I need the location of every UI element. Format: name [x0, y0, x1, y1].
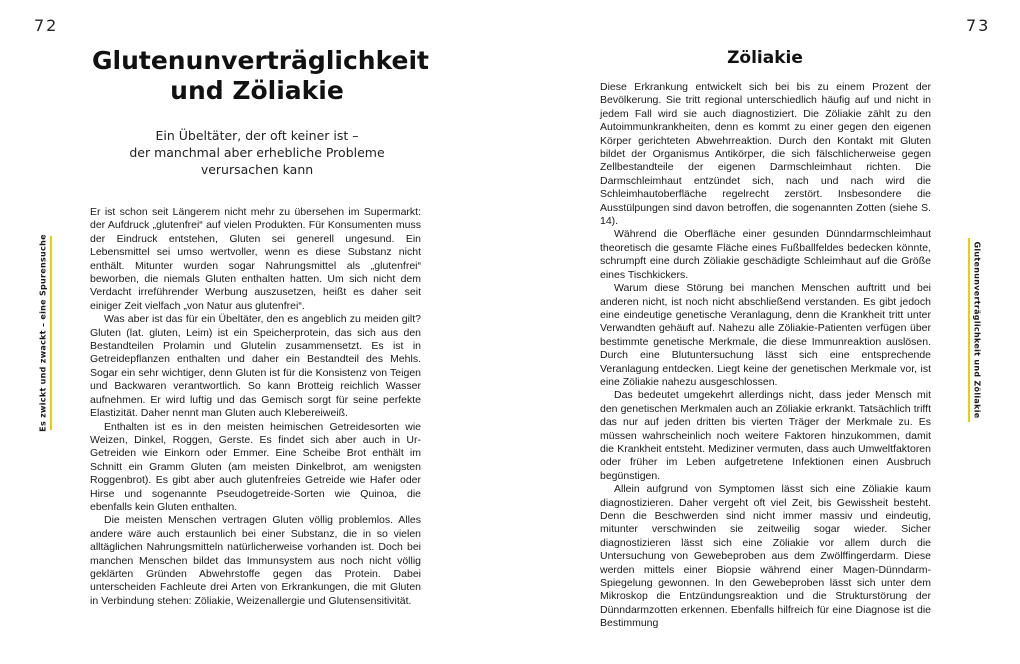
article-body-column [90, 206, 421, 608]
page-number-left: 72 [34, 16, 59, 35]
side-tab-right [968, 238, 984, 422]
section-title: Zöliakie [727, 48, 803, 68]
article-title [92, 46, 429, 106]
page-number-right: 73 [966, 16, 991, 35]
body-paragraph: Allein aufgrund von Symptomen lässt sich eine Zöliakie kaum diagnostizieren. Daher vergeht oft viel Zeit, bis Gewissheit besteht. Denn die Beschwerden sind nicht immer massiv und eindeutig, mitunter verschwinden sie zeitweilig sogar wieder. Sicher diagnostizieren lässt sich eine Zöliakie vor allem durch die Untersuchung von Gewebeproben aus dem Zwölffingerdarm. Diese werden mittels einer Biopsie während einer Magen-Dünndarm-Spiegelung gewonnen. In den Gewebeproben lässt sich unter dem Mikroskop die Entzündungsreaktion und die Strukturstörung der Dünndarmzotten erkennen. Ebenfalls hilfreich für eine Diagnose ist die Bestimmung [600, 483, 931, 630]
article-title-line-1: Glutenunverträglichkeit [92, 46, 429, 75]
body-paragraph: Die meisten Menschen vertragen Gluten völlig problemlos. Alles andere wäre auch erstaunlich bei einer Substanz, die in so vielen alltäglichen Nahrungsmitteln natürlicherweise vorhanden ist. Doch bei manchen Menschen bildet das Immunsystem aus noch nicht völlig geklärten Gründen Abwehrstoffe gegen das Protein. Dabei unterscheiden Fachleute drei Arten von Erkrankungen, die mit Gluten in Verbindung stehen: Zöliakie, Weizenallergie und Glutensensitivität. [90, 514, 421, 607]
body-paragraph: Er ist schon seit Längerem nicht mehr zu übersehen im Supermarkt: der Aufdruck „glutenfrei“ auf vielen Produkten. Für Konsumenten muss der Eindruck entstehen, Gluten sei generell ungesund. Ein Lebensmittel sei umso wertvoller, wenn es diese Substanz nicht enthält. Mitunter wurden sogar Nahrungsmittel als „glutenfrei“ beworben, die niemals Gluten enthalten hatten. Um sich nicht dem Verdacht irreführender Werbung auszusetzen, heißt es daher seit einiger Zeit vielfach „von Natur aus glutenfrei“. [90, 206, 421, 312]
side-tab-right-text: Glutenunverträglichkeit und Zöliakie [972, 241, 982, 419]
side-tab-left-text: Es zwickt und zwackt – eine Spurensuche [38, 234, 48, 432]
body-paragraph: Warum diese Störung bei manchen Menschen auftritt und bei anderen nicht, ist noch nicht abschließend verstanden. Es gibt jedoch eine eindeutige genetische Veranlagung, denn die Krankheit tritt unter Verwandten gehäuft auf. Nahezu alle Zöliakie-Patienten verfügen über bestimmte genetische Merkmale, die diese Immunreaktion auslösen. Durch eine Blutuntersuchung lässt sich eine entsprechende Veranlagung entdecken. Liegt keine der genetischen Merkmale vor, ist eine Zöliakie nahezu ausgeschlossen. [600, 282, 931, 388]
body-paragraph: Das bedeutet umgekehrt allerdings nicht, dass jeder Mensch mit den genetischen Merkmalen auch an Zöliakie erkrankt. Tatsächlich trifft das nur auf jeden dritten bis vierten Träger der Merkmale zu. Es müssen wahrscheinlich noch weitere Faktoren hinzukommen, damit die Krankheit entsteht. Mediziner vermuten, dass auch Umweltfaktoren oder früher im Leben aufgetretene Infektionen einen Ausbruch begünstigen. [600, 389, 931, 482]
article-subtitle-line-1: Ein Übeltäter, der oft keiner ist – [155, 128, 359, 143]
article-subtitle-line-2: der manchmal aber erhebliche Probleme [129, 145, 385, 160]
article-title-line-2: und Zöliakie [170, 76, 344, 105]
article-subtitle [92, 127, 422, 178]
side-tab-left [36, 236, 52, 430]
body-paragraph: Enthalten ist es in den meisten heimischen Getreidesorten wie Weizen, Dinkel, Roggen, Gerste. Es findet sich aber auch in Ur-Getreiden wie Einkorn oder Emmer. Eine Scheibe Brot enthält im Schnitt ein Gramm Gluten (am meisten Dinkelbrot, am wenigsten Roggenbrot). Es gibt aber auch glutenfreies Getreide wie Hafer oder Hirse und sogenannte Pseudogetreide-Sorten wie Quinoa, die ebenfalls kein Gluten enthalten. [90, 420, 421, 513]
body-paragraph: Diese Erkrankung entwickelt sich bei bis zu einem Prozent der Bevölkerung. Sie tritt regional unterschiedlich häufig auf und nicht in jedem Fall wird sie auch diagnostiziert. Die Zöliakie zählt zu den Autoimmunkrankheiten, denn es kommt zu einer gegen den eigenen Körper gerichteten Abwehrreaktion. Durch den Kontakt mit Gluten bildet der Organismus Antikörper, die sich fälschlicherweise gegen Zellbestandteile der eigenen Darmschleimhaut richten. Die Darmschleimhaut entzündet sich, nach und nach wird die Schleimhautoberfläche regelrecht zerstört. Insbesondere die Ausstülpungen sind davon betroffen, die sogenannten Zotten (siehe S. 14). [600, 81, 931, 228]
section-body-column [600, 81, 931, 631]
article-subtitle-line-3: verursachen kann [200, 162, 314, 177]
body-paragraph: Was aber ist das für ein Übeltäter, den es angeblich zu meiden gilt? Gluten (lat. gluten, Leim) ist ein Speicherprotein, das sich aus den Bestandteilen Prolamin und Glutelin zusammensetzt. Es ist in Getreidepflanzen enthalten und daher ein Bestandteil des Mehls. Sogar ein sehr wichtiger, denn Gluten ist für die Konsistenz von Teigen und Backwaren verantwortlich. So kann Brotteig reichlich Wasser aufnehmen. Er wird luftig und das Gemisch sorgt für seine perfekte Elastizität. Daher nennt man Gluten auch Klebereiweiß. [90, 313, 421, 420]
body-paragraph: Während die Oberfläche einer gesunden Dünndarmschleimhaut theoretisch die gesamte Fläche eines Fußballfeldes bedecken könnte, schrumpft eine durch Zöliakie geschädigte Schleimhaut auf die Größe eines Tischkickers. [600, 228, 931, 281]
